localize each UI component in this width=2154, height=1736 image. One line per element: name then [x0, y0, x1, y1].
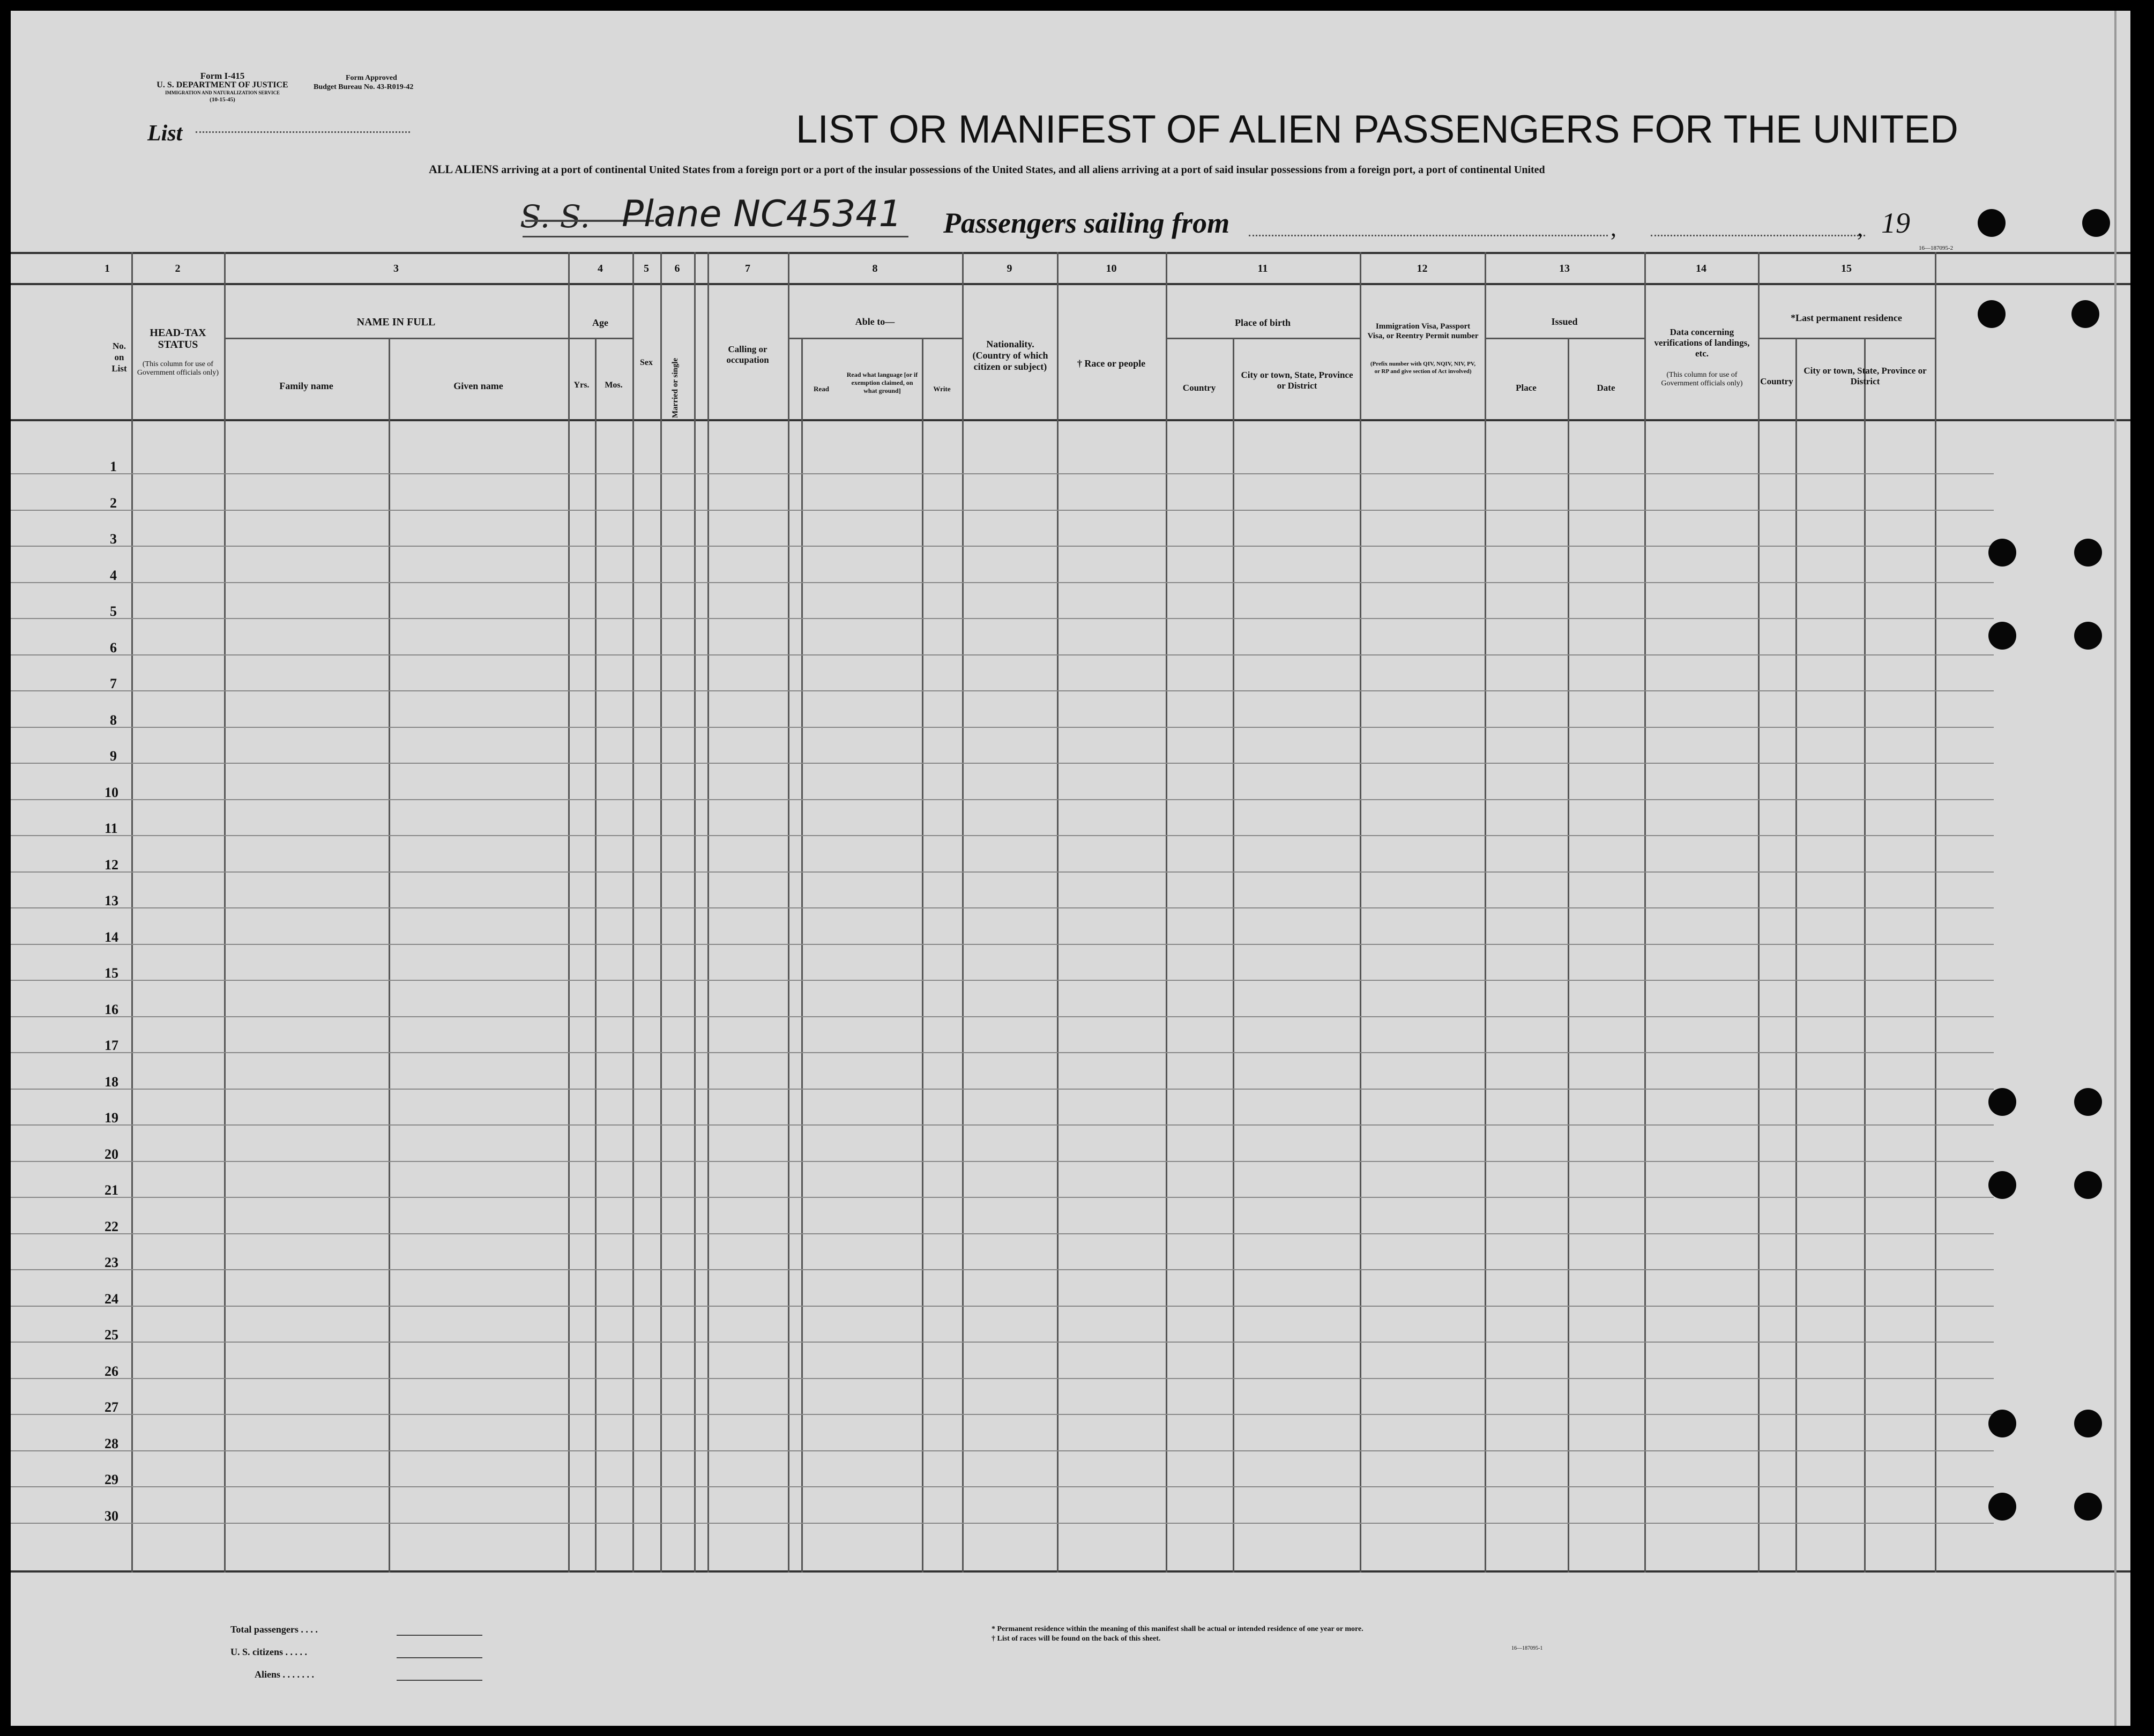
- header-age-mos: Mos.: [605, 381, 623, 390]
- col-divider: [788, 252, 789, 1573]
- header-birth-city: City or town, State, Province or District: [1241, 370, 1353, 391]
- header-place-of-birth: Place of birth: [1235, 317, 1291, 328]
- col-divider: [568, 252, 570, 1573]
- row-number: 13: [105, 893, 118, 908]
- binding-hole: [1988, 539, 2016, 567]
- col-divider: [1360, 252, 1361, 1573]
- row-number: 22: [105, 1219, 118, 1234]
- col-number-5: 5: [644, 263, 649, 274]
- binding-hole: [2074, 1088, 2102, 1116]
- row-line: [11, 618, 1994, 619]
- row-number: 4: [110, 568, 117, 583]
- row-number: 17: [105, 1038, 118, 1053]
- header-visa-note: (Prefix number with QIV, NQIV, NIV, PV, or RP and give section of Act involved): [1370, 361, 1476, 375]
- row-number: 5: [110, 603, 117, 619]
- col-divider: [1758, 252, 1760, 1573]
- col-number-1: 1: [105, 263, 110, 274]
- col-number-15: 15: [1841, 263, 1852, 274]
- row-line: [11, 980, 1994, 981]
- header-family-name: Family name: [279, 381, 333, 391]
- row-line: [11, 582, 1994, 583]
- binding-hole: [1988, 622, 2016, 650]
- subcol-divider: [1795, 338, 1797, 1573]
- form-title: LIST OR MANIFEST OF ALIEN PASSENGERS FOR THE UNITED: [796, 108, 1958, 151]
- header-nationality: Nationality. (Country of which citizen or subject): [972, 339, 1048, 372]
- col-number-7: 7: [745, 263, 750, 274]
- binding-hole: [2082, 209, 2110, 237]
- total-passengers-field[interactable]: [397, 1635, 482, 1636]
- header-birth-country: Country: [1182, 383, 1216, 393]
- header-head-tax-note: (This column for use of Government officials only): [137, 360, 219, 377]
- col-number-4: 4: [598, 263, 603, 274]
- total-passengers-label: Total passengers: [230, 1624, 299, 1635]
- header-married: Married or single: [671, 357, 680, 418]
- aliens-label: Aliens: [255, 1669, 281, 1680]
- subcol-divider: [707, 252, 709, 1573]
- row-number: 10: [105, 785, 118, 800]
- row-number: 7: [110, 676, 117, 691]
- header-able-to: Able to—: [855, 316, 895, 327]
- col-divider: [224, 252, 226, 1573]
- header-race: † Race or people: [1077, 358, 1146, 369]
- us-citizens-label: U. S. citizens: [230, 1646, 283, 1657]
- row-line: [11, 1197, 1994, 1198]
- row-number: 2: [110, 495, 117, 511]
- col-number-8: 8: [872, 263, 878, 274]
- binding-hole: [1988, 1410, 2016, 1437]
- row-line: [11, 510, 1994, 511]
- row-number: 26: [105, 1364, 118, 1379]
- header-data-note: (This column for use of Government officials only): [1661, 371, 1743, 388]
- row-line: [11, 1124, 1994, 1126]
- row-number: 15: [105, 965, 118, 981]
- binding-hole: [1978, 300, 2006, 328]
- sailing-port-line[interactable]: [1249, 235, 1608, 236]
- row-line: [11, 473, 1994, 474]
- row-number: 29: [105, 1472, 118, 1487]
- row-line: [11, 871, 1994, 873]
- list-label: List: [147, 121, 183, 146]
- col-number-13: 13: [1559, 263, 1570, 274]
- subcol-divider: [1233, 338, 1234, 1573]
- header-age-yrs: Yrs.: [573, 381, 590, 390]
- header-residence-country: Country: [1760, 376, 1793, 386]
- form-subtitle: [429, 162, 1545, 176]
- row-number: 18: [105, 1074, 118, 1090]
- col-number-12: 12: [1417, 263, 1428, 274]
- row-line: [11, 1523, 1994, 1524]
- subcol-divider: [1864, 338, 1866, 1573]
- subcol-divider: [801, 338, 803, 1573]
- row-number: 16: [105, 1002, 118, 1017]
- row-line: [11, 1306, 1994, 1307]
- ship-name-handwritten: Plane NC45341: [622, 193, 902, 235]
- row-number: 3: [110, 531, 117, 547]
- row-line: [11, 907, 1994, 908]
- binding-hole: [1988, 1493, 2016, 1521]
- ship-name-line[interactable]: [523, 236, 908, 237]
- row-line: [11, 799, 1994, 800]
- col-divider: [694, 252, 696, 1573]
- header-no-on-list: No. on List: [111, 341, 127, 374]
- print-code: 16—187095-2: [1919, 245, 1954, 251]
- row-line: [11, 1089, 1994, 1090]
- header-data-concerning: Data concerning verifications of landings, etc.: [1654, 327, 1750, 359]
- col-number-9: 9: [1007, 263, 1012, 274]
- row-number: 12: [105, 857, 118, 873]
- footer-print-code: 16—187095-1: [1511, 1645, 1543, 1651]
- row-number: 21: [105, 1182, 118, 1198]
- header-age: Age: [592, 317, 608, 328]
- subcol-divider: [1568, 338, 1569, 1573]
- subcol-divider: [389, 338, 390, 1573]
- binding-hole: [2074, 622, 2102, 650]
- col-number-10: 10: [1106, 263, 1117, 274]
- birth-group-line: [1166, 338, 1360, 339]
- header-last-residence: *Last permanent residence: [1791, 312, 1902, 323]
- row-number: 6: [110, 640, 117, 655]
- row-line: [11, 654, 1994, 655]
- binding-hole: [2074, 539, 2102, 567]
- sailing-date-line[interactable]: [1651, 235, 1865, 236]
- row-line: [11, 1342, 1994, 1343]
- header-issued-date: Date: [1597, 383, 1615, 393]
- header-visa: Immigration Visa, Passport Visa, or Reentry Permit number: [1367, 322, 1479, 340]
- row-line: [11, 546, 1994, 547]
- col-divider: [962, 252, 964, 1573]
- table-number-band-border: [11, 283, 2130, 285]
- page-edge: [2114, 11, 2116, 1726]
- row-line: [11, 1016, 1994, 1017]
- row-line: [11, 1052, 1994, 1053]
- sailing-label: Passengers sailing from: [943, 207, 1230, 239]
- date-code: (10-15-45): [210, 96, 235, 103]
- col-divider: [1166, 252, 1167, 1573]
- table-header-bottom-border: [11, 419, 2130, 421]
- header-write: Write: [933, 385, 951, 393]
- col-number-14: 14: [1696, 263, 1706, 274]
- binding-hole: [2074, 1171, 2102, 1199]
- row-number: 30: [105, 1508, 118, 1524]
- row-line: [11, 1414, 1994, 1415]
- header-name-in-full: NAME IN FULL: [356, 316, 436, 328]
- binding-hole: [1978, 209, 2006, 237]
- row-line: [11, 1161, 1994, 1162]
- department-label: U. S. DEPARTMENT OF JUSTICE: [156, 80, 288, 90]
- col-divider: [660, 252, 662, 1573]
- footer-aliens: Aliens . . . . . . .: [255, 1669, 315, 1680]
- footer-us-citizens: U. S. citizens . . . . .: [230, 1646, 307, 1657]
- binding-hole: [2071, 300, 2099, 328]
- age-group-line: [568, 338, 632, 339]
- issued-group-line: [1485, 338, 1644, 339]
- header-issued-place: Place: [1516, 383, 1537, 393]
- footer-note-races: † List of races will be found on the back of this sheet.: [992, 1635, 1161, 1643]
- year-prefix: 19: [1881, 207, 1910, 239]
- binding-hole: [2074, 1493, 2102, 1521]
- row-line: [11, 1486, 1994, 1487]
- row-number: 27: [105, 1399, 118, 1415]
- row-number: 14: [105, 929, 118, 945]
- subcol-divider: [922, 338, 923, 1573]
- ss-label: S. S.: [520, 198, 590, 235]
- col-divider: [131, 252, 133, 1573]
- header-sex: Sex: [640, 358, 653, 367]
- manifest-form: [11, 11, 2130, 1726]
- row-line: [11, 763, 1994, 764]
- row-line: [11, 835, 1994, 836]
- row-line: [11, 1269, 1994, 1270]
- service-label: IMMIGRATION AND NATURALIZATION SERVICE: [165, 90, 280, 95]
- header-residence-city: City or town, State, Province or District: [1803, 366, 1927, 386]
- binding-hole: [2074, 1410, 2102, 1437]
- col-divider: [1485, 252, 1486, 1573]
- row-line: [11, 944, 1994, 945]
- aliens-field[interactable]: [397, 1680, 482, 1681]
- row-number: 24: [105, 1291, 118, 1307]
- form-approved-label: Form Approved: [346, 74, 397, 82]
- comma-separator: ,: [1611, 215, 1616, 241]
- header-read: Read: [814, 385, 829, 393]
- row-line: [11, 1450, 1994, 1451]
- col-divider: [1057, 252, 1059, 1573]
- row-number: 9: [110, 748, 117, 764]
- row-line: [11, 1233, 1994, 1234]
- col-number-6: 6: [674, 263, 680, 274]
- table-bottom-border: [11, 1570, 2130, 1573]
- row-number: 25: [105, 1327, 118, 1343]
- col-divider: [1935, 252, 1936, 1573]
- footer-note-permanent-residence: * Permanent residence within the meaning of this manifest shall be actual or intended residence of one year or more.: [992, 1625, 1363, 1633]
- header-given-name: Given name: [453, 381, 503, 391]
- header-issued: Issued: [1551, 316, 1578, 327]
- col-number-3: 3: [393, 263, 399, 274]
- binding-hole: [1988, 1171, 2016, 1199]
- residence-group-line: [1758, 338, 1935, 339]
- comma-separator-2: ,: [1857, 215, 1863, 241]
- col-number-2: 2: [175, 263, 181, 274]
- row-number: 8: [110, 712, 117, 728]
- col-divider: [1644, 252, 1646, 1573]
- row-number: 1: [110, 459, 117, 474]
- row-line: [11, 690, 1994, 691]
- form-number: Form I-415: [200, 71, 245, 81]
- row-line: [11, 1378, 1994, 1379]
- row-number: 23: [105, 1255, 118, 1270]
- header-head-tax: HEAD-TAX STATUS: [150, 327, 206, 351]
- us-citizens-field[interactable]: [397, 1657, 482, 1658]
- subcol-divider: [595, 338, 597, 1573]
- footer-total-passengers: Total passengers . . . .: [230, 1624, 318, 1635]
- subtitle-text: arriving at a port of continental United States from a foreign port or a port of the insular possessions of the United States, and all aliens arriving at a port of said insular possessions from a foreign port, a port of continental United: [501, 164, 1545, 176]
- row-number: 28: [105, 1436, 118, 1451]
- row-number: 19: [105, 1110, 118, 1126]
- col-number-11: 11: [1257, 263, 1268, 274]
- able-group-line: [788, 338, 962, 339]
- col-divider: [632, 252, 634, 1573]
- binding-hole: [1988, 1088, 2016, 1116]
- name-group-line: [224, 338, 568, 339]
- header-read-language: Read what language [or if exemption claimed, on what ground]: [846, 371, 918, 394]
- row-number: 11: [105, 821, 118, 836]
- table-top-border: [11, 252, 2130, 254]
- row-line: [11, 727, 1994, 728]
- list-number-line[interactable]: [196, 131, 410, 133]
- header-calling: Calling or occupation: [726, 344, 769, 365]
- row-number: 20: [105, 1146, 118, 1162]
- budget-bureau-label: Budget Bureau No. 43-R019-42: [314, 83, 414, 91]
- subtitle-all-aliens: ALL ALIENS: [429, 162, 499, 176]
